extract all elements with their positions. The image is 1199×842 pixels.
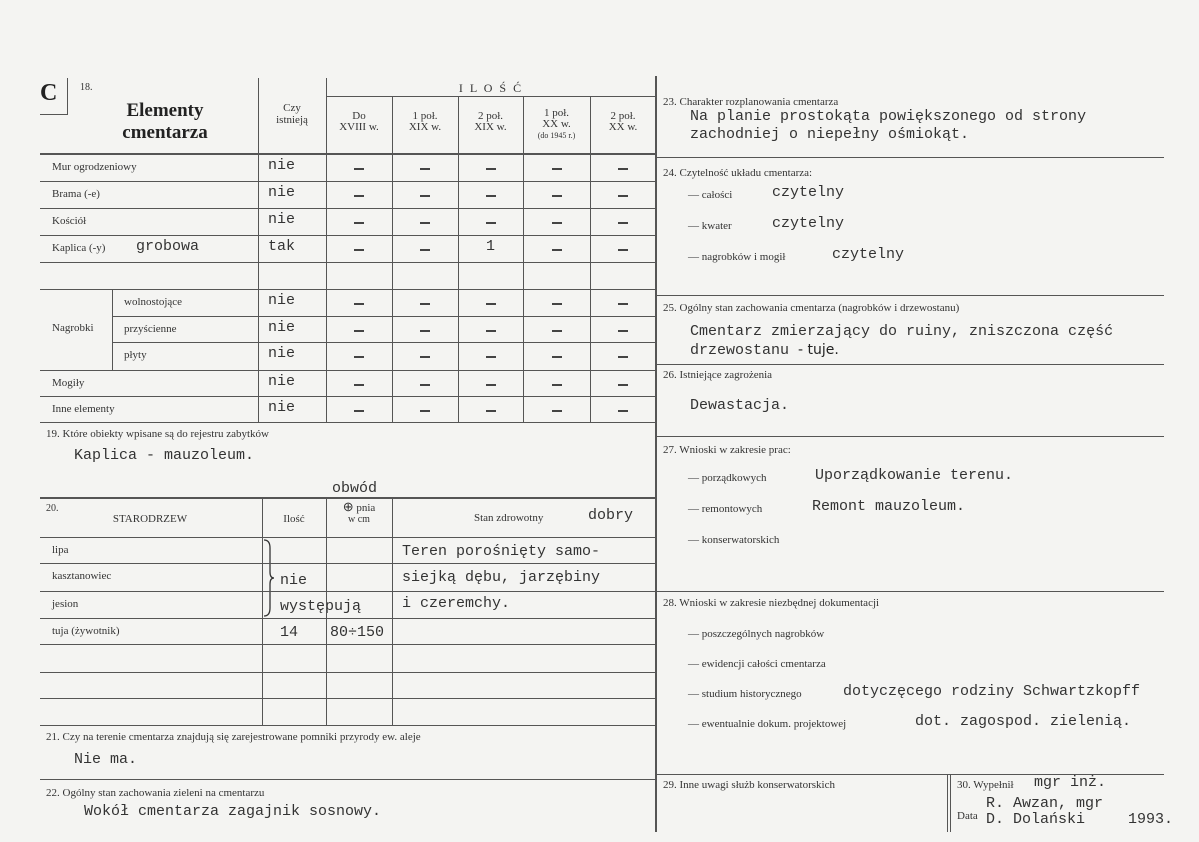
row-exists: nie: [268, 211, 296, 228]
dash-mark: [552, 222, 562, 224]
dash-mark: [552, 303, 562, 305]
period-4-l1: 2 poł.: [610, 110, 636, 122]
list-item-label: — porządkowych: [688, 472, 767, 484]
row-label: wolnostojące: [124, 296, 183, 308]
list-item-label: — remontowych: [688, 503, 763, 515]
section-30-line3: D. Dolański: [986, 811, 1086, 828]
period-header-3: [523, 108, 590, 141]
list-item-label: — studium historycznego: [688, 688, 802, 700]
dash-mark: [420, 330, 430, 332]
dash-mark: [552, 330, 562, 332]
row-exists: nie: [268, 399, 296, 416]
section-24-label: 24. Czytelność układu cmentarza:: [663, 167, 813, 179]
period-0-l2: XVIII w.: [339, 121, 379, 133]
row-label: Kaplica (-y): [52, 242, 106, 254]
stan-text-l1: Teren porośnięty samo-: [402, 543, 601, 560]
period-0-l1: Do: [352, 110, 366, 122]
row-label: przyścienne: [124, 323, 177, 335]
tree-label: lipa: [52, 544, 69, 556]
section-23-label: 23. Charakter rozplanowania cmentarza: [663, 96, 839, 108]
row-exists: tak: [268, 238, 296, 255]
dash-mark: [552, 356, 562, 358]
row-exists: nie: [268, 373, 296, 390]
section-20-num: 20.: [46, 503, 59, 514]
dash-mark: [354, 168, 364, 170]
dash-mark: [486, 195, 496, 197]
section-30-data-label: Data: [957, 810, 978, 822]
dash-mark: [486, 356, 496, 358]
dash-mark: [618, 249, 628, 251]
stan-value: dobry: [588, 507, 634, 524]
obwod-note: obwód: [332, 480, 378, 497]
section-23-l2: zachodniej o niepełny ośmiokąt.: [690, 126, 970, 143]
ilosc-bracket-1: nie: [280, 572, 308, 589]
row-label: Kościół: [52, 215, 87, 227]
section-22-value: Wokół cmentarza zagajnik sosnowy.: [84, 803, 382, 820]
dash-mark: [354, 249, 364, 251]
section-25-label: 25. Ogólny stan zachowania cmentarza (nagrobków i drzewostanu): [663, 302, 960, 314]
section-28-label: 28. Wnioski w zakresie niezbędnej dokumentacji: [663, 597, 880, 609]
section-29-label: 29. Inne uwagi służb konserwatorskich: [663, 779, 835, 791]
dash-mark: [420, 410, 430, 412]
row-label: Mogiły: [52, 377, 85, 389]
dash-mark: [552, 410, 562, 412]
period-header-1: [392, 111, 458, 133]
section-23-text: [690, 108, 1086, 144]
dash-mark: [354, 303, 364, 305]
period-3-l2: XX w.: [542, 118, 571, 130]
list-item-label: — całości: [688, 189, 733, 201]
dash-mark: [420, 249, 430, 251]
dash-mark: [618, 384, 628, 386]
row-label: Inne elementy: [52, 403, 115, 415]
row-exists: nie: [268, 184, 296, 201]
list-item-value: Remont mauzoleum.: [812, 498, 966, 515]
stan-text-l3: i czeremchy.: [402, 595, 511, 612]
tree-label: kasztanowiec: [52, 570, 112, 582]
section-27-label: 27. Wnioski w zakresie prac:: [663, 444, 791, 456]
dash-mark: [618, 303, 628, 305]
dash-mark: [420, 168, 430, 170]
period-4-l2: XX w.: [608, 121, 638, 133]
title-line-1: Elementy: [126, 100, 204, 121]
list-item-value: czytelny: [772, 215, 845, 232]
row-exists: nie: [268, 157, 296, 174]
list-item-label: — poszczególnych nagrobków: [688, 628, 825, 640]
col-pnia-l2: w cm: [348, 514, 370, 525]
section-26-value: Dewastacja.: [690, 397, 790, 414]
dash-mark: [618, 356, 628, 358]
list-item-label: — nagrobków i mogił: [688, 251, 786, 263]
period-header-4: [590, 111, 656, 133]
title-line-2: cmentarza: [122, 122, 208, 143]
period-3-l3: (do 1945 r.): [537, 131, 576, 140]
row-label: płyty: [124, 349, 147, 361]
col-ilosc-header: Ilość: [283, 513, 305, 525]
period-header-2: [458, 111, 523, 133]
section-30-line1: mgr inż.: [1034, 774, 1107, 791]
dash-mark: [552, 384, 562, 386]
dash-mark: [420, 384, 430, 386]
dash-mark: [486, 222, 496, 224]
col-exists-l1: Czy: [283, 102, 301, 114]
list-item-label: — ewentualnie dokum. projektowej: [688, 718, 847, 730]
period-header-0: [326, 111, 392, 133]
row-label: Mur ogrodzeniowy: [52, 161, 137, 173]
tree-label: jesion: [52, 598, 79, 610]
list-item-value: czytelny: [832, 246, 905, 263]
section-letter: C: [40, 80, 58, 106]
list-item-value: dotyczęcego rodziny Schwartzkopff: [843, 683, 1141, 700]
list-item-value: Uporządkowanie terenu.: [815, 467, 1014, 484]
dash-mark: [354, 222, 364, 224]
row-extra: grobowa: [136, 238, 200, 255]
section-25-text: [690, 322, 1113, 360]
period-2-l2: XIX w.: [474, 121, 507, 133]
ilosc-bracket-2: występują: [280, 598, 362, 615]
dash-mark: [354, 410, 364, 412]
bracket-icon: [262, 538, 272, 618]
starodrzew-title: STARODRZEW: [112, 513, 188, 525]
section-19-label: 19. Które obiekty wpisane są do rejestru zabytków: [46, 428, 269, 440]
row-exists: nie: [268, 292, 296, 309]
period-2-l1: 2 poł.: [477, 110, 504, 122]
section-23-l1: Na planie prostokąta powiększonego od strony: [690, 108, 1087, 125]
section-26-label: 26. Istniejące zagrożenia: [663, 369, 773, 381]
section-30-year: 1993.: [1128, 811, 1174, 828]
list-item-value: dot. zagospod. zielenią.: [915, 713, 1132, 730]
col-pnia-l1: pnia: [356, 502, 376, 514]
col-stan-header: Stan zdrowotny: [474, 512, 544, 524]
list-item-label: — ewidencji całości cmentarza: [688, 658, 826, 670]
dash-mark: [618, 330, 628, 332]
dash-mark: [486, 384, 496, 386]
list-item-label: — kwater: [688, 220, 732, 232]
period-3-l1: 1 poł.: [543, 107, 570, 119]
section-30-label: 30. Wypełnił: [957, 779, 1014, 791]
dash-mark: [420, 303, 430, 305]
section-25-hand: - tuje.: [798, 342, 839, 358]
dash-mark: [354, 195, 364, 197]
dash-mark: [354, 356, 364, 358]
section-21-value: Nie ma.: [74, 751, 138, 768]
col-pnia-header: [326, 501, 392, 525]
stan-text: [402, 539, 600, 617]
row-exists: nie: [268, 319, 296, 336]
list-item-value: czytelny: [772, 184, 845, 201]
dash-mark: [420, 195, 430, 197]
dash-mark: [618, 195, 628, 197]
period-1-l1: 1 poł.: [412, 110, 438, 122]
section-18-num: 18.: [80, 82, 93, 93]
dash-mark: [420, 356, 430, 358]
dash-mark: [618, 168, 628, 170]
dash-mark: [618, 222, 628, 224]
dash-mark: [354, 330, 364, 332]
section-18-title: [70, 100, 260, 144]
section-30-line2: R. Awzan, mgr: [986, 795, 1104, 812]
dash-mark: [552, 168, 562, 170]
section-21-label: 21. Czy na terenie cmentarza znajdują się zarejestrowane pomniki przyrody ew. aleje: [46, 731, 421, 743]
ilosc-header: I L O Ś Ć: [458, 81, 524, 95]
nagrobki-label: Nagrobki: [52, 322, 94, 334]
col-exists-header: [258, 102, 326, 126]
col-exists-l2: istnieją: [276, 114, 308, 126]
dash-mark: [420, 222, 430, 224]
section-19-value: Kaplica - mauzoleum.: [74, 447, 255, 464]
period-1-l2: XIX w.: [408, 121, 442, 133]
row-exists: nie: [268, 345, 296, 362]
section-22-label: 22. Ogólny stan zachowania zieleni na cmentarzu: [46, 787, 265, 799]
dash-mark: [354, 384, 364, 386]
dash-mark: [486, 303, 496, 305]
section-25-l1: Cmentarz zmierzający do ruiny, zniszczona część: [690, 323, 1114, 340]
dash-mark: [486, 410, 496, 412]
row-label: Brama (-e): [52, 188, 100, 200]
dash-mark: [618, 410, 628, 412]
diameter-symbol-icon: ⊕: [342, 499, 354, 514]
tuja-obwod: 80÷150: [330, 624, 385, 641]
dash-mark: [486, 168, 496, 170]
tuja-ilosc: 14: [280, 624, 299, 641]
section-25-l2: drzewostanu: [690, 342, 790, 359]
dash-mark: [552, 195, 562, 197]
tree-label: tuja (żywotnik): [52, 625, 120, 637]
dash-mark: [486, 330, 496, 332]
dash-mark: [552, 249, 562, 251]
row-value: 1: [485, 238, 495, 255]
list-item-label: — konserwatorskich: [688, 534, 780, 546]
stan-text-l2: siejką dębu, jarzębiny: [402, 569, 601, 586]
